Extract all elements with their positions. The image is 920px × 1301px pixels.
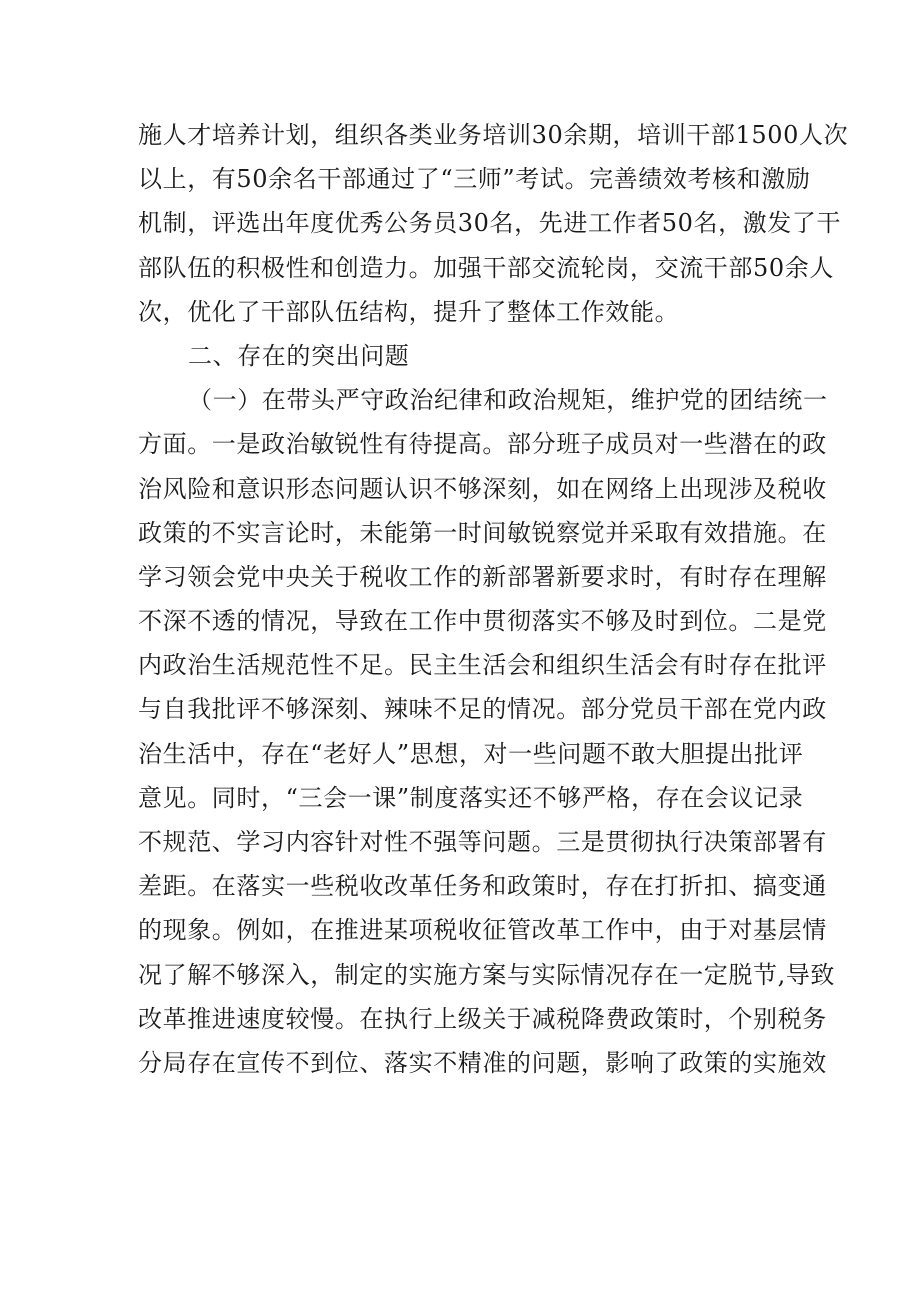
section-line-5: 学习领会党中央关于税收工作的新部署新要求时，有时存在理解 [138, 562, 827, 591]
section-line-14: 况了解不够深入，制定的实施方案与实际情况存在一定脱节,导致 [138, 960, 836, 989]
section-line-15: 改革推进速度较慢。在执行上级关于减税降费政策时，个别税务 [138, 1004, 827, 1033]
text-line-3: 机制，评选出年度优秀公务员30名，先进工作者50名，激发了干 [138, 209, 842, 238]
document-page [138, 113, 849, 1085]
section-line-2: 方面。一是政治敏锐性有待提高。部分班子成员对一些潜在的政 [138, 430, 827, 459]
section-line-6: 不深不透的情况，导致在工作中贯彻落实不够及时到位。二是党 [138, 607, 827, 636]
section-line-1: （一）在带头严守政治纪律和政治规矩，维护党的团结统一 [188, 386, 828, 415]
section-line-16: 分局存在宣传不到位、落实不精准的问题，影响了政策的实施效 [138, 1048, 827, 1077]
section-line-11: 不规范、学习内容针对性不强等问题。三是贯彻执行决策部署有 [138, 828, 827, 856]
section-line-3: 治风险和意识形态问题认识不够深刻，如在网络上出现涉及税收 [138, 474, 827, 503]
text-line-2: 以上，有50余名干部通过了“三师”考试。完善绩效考核和激励 [138, 165, 811, 194]
text-line-5: 次，优化了干部队伍结构，提升了整体工作效能。 [138, 297, 680, 326]
section-heading: 二、存在的突出问题 [188, 341, 410, 370]
section-line-8: 与自我批评不够深刻、辣味不足的情况。部分党员干部在党内政 [138, 695, 827, 724]
section-line-4: 政策的不实言论时，未能第一时间敏锐察觉并采取有效措施。在 [138, 518, 827, 547]
text-line-4: 部队伍的积极性和创造力。加强干部交流轮岗，交流干部50余人 [138, 253, 834, 282]
section-line-9: 治生活中，存在“老好人”思想，对一些问题不敢大胆提出批评 [138, 739, 804, 768]
section-line-10: 意见。同时，“三会一课”制度落实还不够严格，存在会议记录 [138, 783, 804, 812]
text-line-1: 施人才培养计划，组织各类业务培训30余期，培训干部1500人次 [138, 121, 849, 149]
section-line-7: 内政治生活规范性不足。民主生活会和组织生活会有时存在批评 [138, 651, 827, 680]
section-line-13: 的现象。例如，在推进某项税收征管改革工作中，由于对基层情 [138, 916, 827, 945]
section-line-12: 差距。在落实一些税收改革任务和政策时，存在打折扣、搞变通 [138, 872, 827, 901]
